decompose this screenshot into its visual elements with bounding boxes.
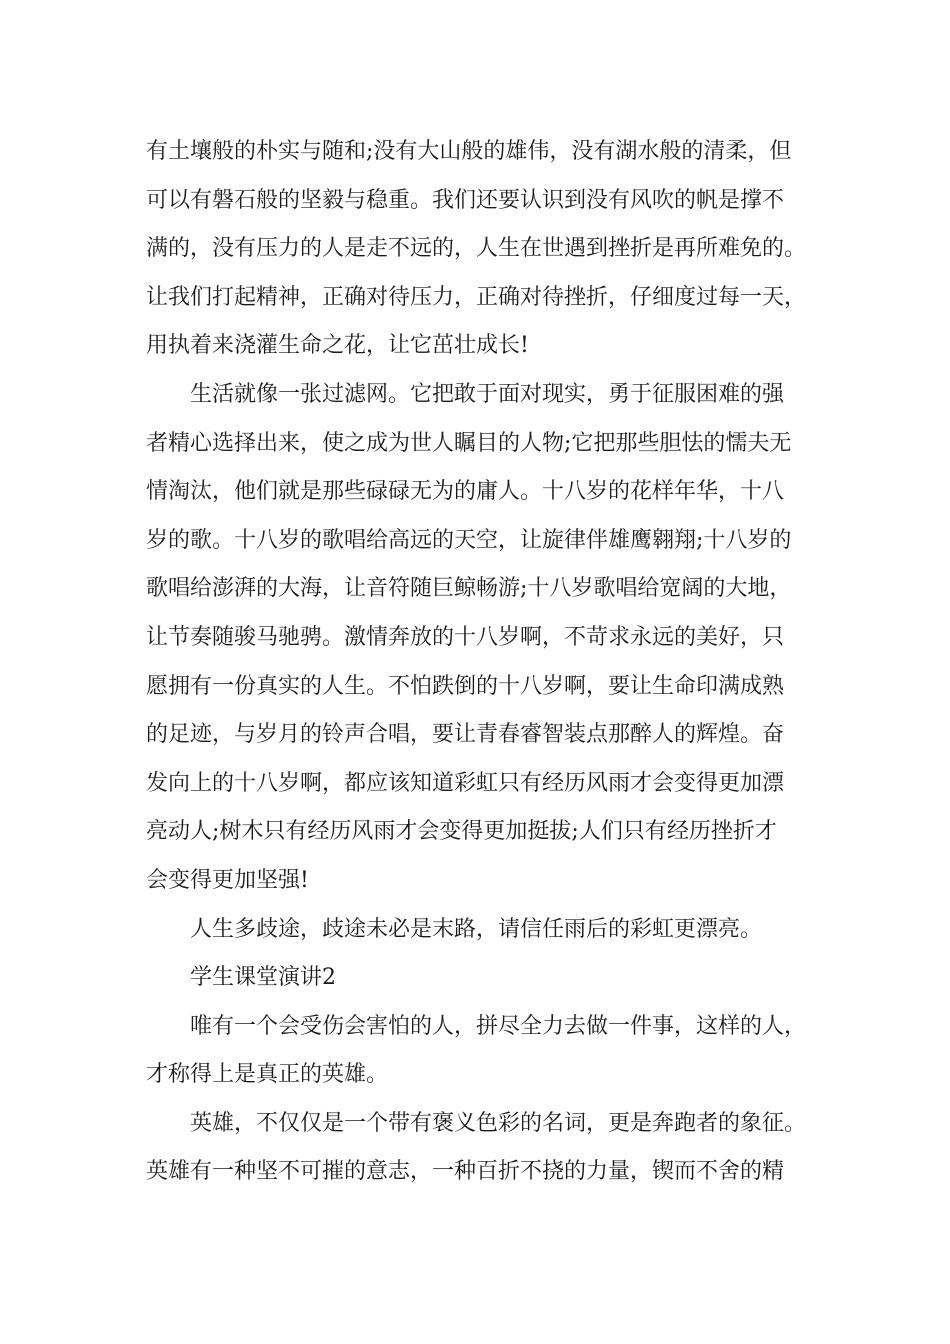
paragraph-start-line: 生活就像一张过滤网。它把敢于面对现实，勇于征服困难的强 bbox=[190, 381, 785, 407]
text-line: 英雄有一种坚不可摧的意志，一种百折不挠的力量，锲而不舍的精 bbox=[146, 1159, 785, 1185]
text-line: 发向上的十八岁啊，都应该知道彩虹只有经历风雨才会变得更加漂 bbox=[146, 770, 785, 796]
text-line: 用执着来浇灌生命之花，让它茁壮成长! bbox=[146, 333, 529, 359]
text-line: 亮动人;树木只有经历风雨才会变得更加挺拔;人们只有经历挫折才 bbox=[146, 819, 777, 845]
document-body bbox=[146, 128, 836, 1197]
paragraph-start-line: 唯有一个会受伤会害怕的人，拼尽全力去做一件事，这样的人， bbox=[190, 1013, 807, 1039]
text-line: 者精心选择出来，使之成为世人瞩目的人物;它把那些胆怯的懦夫无 bbox=[146, 430, 792, 456]
text-line: 愿拥有一份真实的人生。不怕跌倒的十八岁啊，要让生命印满成熟 bbox=[146, 673, 785, 699]
text-line: 的足迹，与岁月的铃声合唱，要让青春睿智装点那醉人的辉煌。奋 bbox=[146, 722, 785, 748]
text-line: 让节奏随骏马驰骋。激情奔放的十八岁啊，不苛求永远的美好，只 bbox=[146, 624, 785, 650]
text-line: 会变得更加坚强! bbox=[146, 867, 309, 893]
text-line: 才称得上是真正的英雄。 bbox=[146, 1062, 389, 1088]
text-line: 歌唱给澎湃的大海，让音符随巨鲸畅游;十八岁歌唱给宽阔的大地， bbox=[146, 576, 792, 602]
paragraph-start-line: 人生多歧途，歧途未必是末路，请信任雨后的彩虹更漂亮。 bbox=[190, 916, 763, 942]
text-line: 可以有磐石般的坚毅与稳重。我们还要认识到没有风吹的帆是撑不 bbox=[146, 187, 785, 213]
paragraph-start-line: 英雄，不仅仅是一个带有褒义色彩的名词，更是奔跑者的象征。 bbox=[190, 1110, 807, 1136]
text-line: 情淘汰，他们就是那些碌碌无为的庸人。十八岁的花样年华，十八 bbox=[146, 479, 785, 505]
text-line: 满的，没有压力的人是走不远的，人生在世遇到挫折是再所难免的。 bbox=[146, 236, 807, 262]
text-line: 让我们打起精神，正确对待压力，正确对待挫折，仔细度过每一天， bbox=[146, 284, 807, 310]
text-line: 有土壤般的朴实与随和;没有大山般的雄伟，没有湖水般的清柔，但 bbox=[146, 139, 792, 164]
section-heading: 学生课堂演讲2 bbox=[190, 965, 336, 991]
text-line: 岁的歌。十八岁的歌唱给高远的天空，让旋律伴雄鹰翱翔;十八岁的 bbox=[146, 527, 792, 553]
